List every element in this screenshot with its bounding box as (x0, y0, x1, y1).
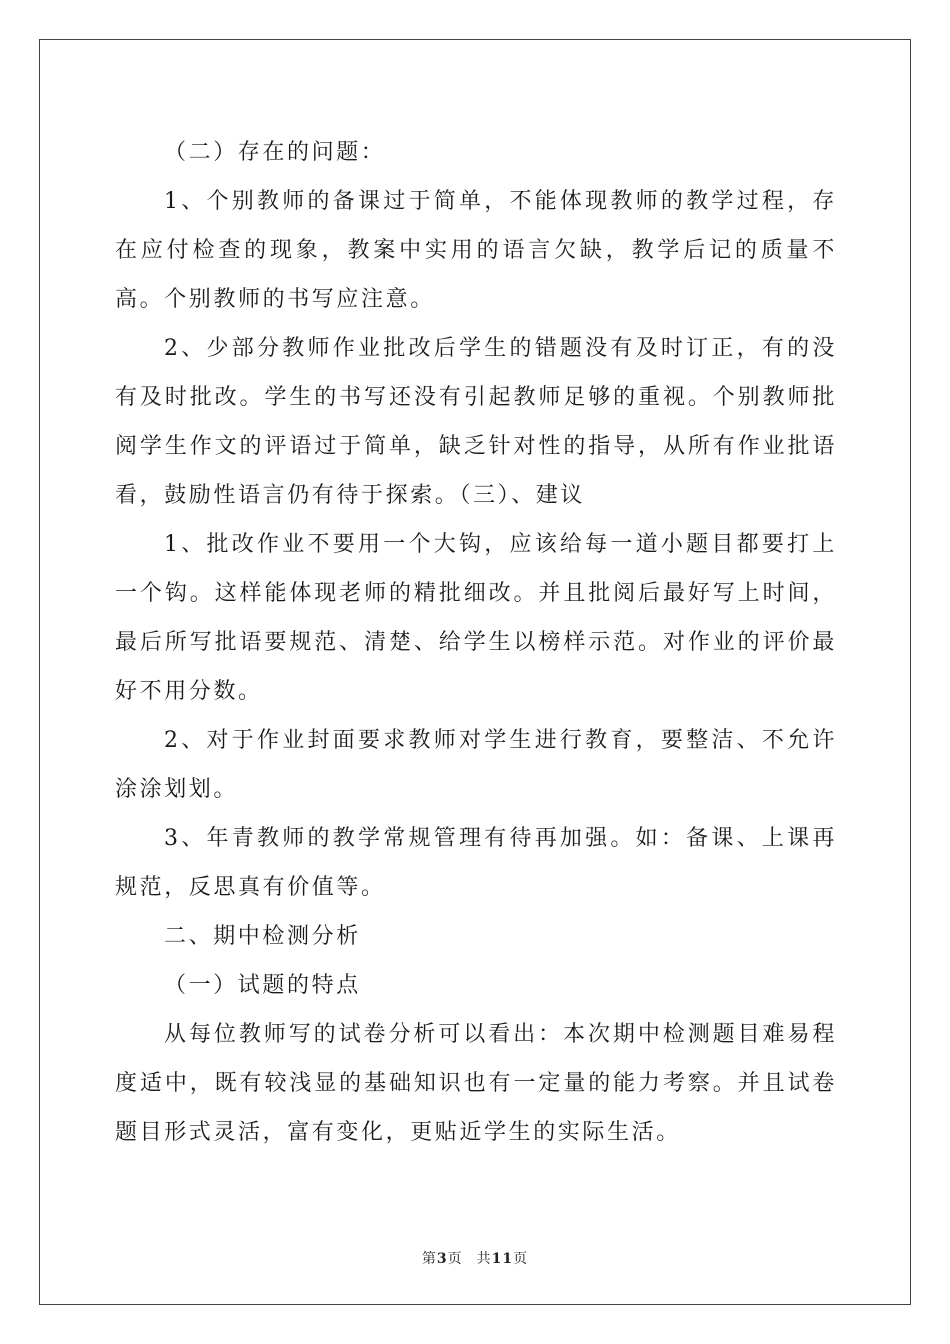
page-footer (0, 1248, 950, 1268)
total-prefix: 共 (476, 1251, 492, 1267)
paragraph-problem-1: 1、个别教师的备课过于简单，不能体现教师的教学过程，存在应付检查的现象，教案中实用的语言欠缺，教学后记的质量不高。个别教师的书写应注意。 (115, 189, 837, 312)
total-suffix: 页 (513, 1251, 529, 1267)
page-prefix: 第 (421, 1251, 437, 1267)
paragraph-suggestion-3: 3、年青教师的教学常规管理有待再加强。如：备课、上课再规范，反思真有价值等。 (115, 826, 837, 900)
section-heading-features: （一）试题的特点 (164, 973, 361, 998)
paragraph-problem-2: 2、少部分教师作业批改后学生的错题没有及时订正，有的没有及时批改。学生的书写还没有引起教师足够的重视。个别教师批阅学生作文的评语过于简单，缺乏针对性的指导，从所有作业批语看，鼓励性语言仍有待于探索。（三）、建议 (115, 336, 837, 508)
section-heading-midterm: 二、期中检测分析 (164, 924, 361, 949)
document-body (115, 128, 837, 1157)
section-heading-problems: （二）存在的问题： (164, 140, 386, 165)
paragraph-exam-analysis: 从每位教师写的试卷分析可以看出：本次期中检测题目难易程度适中，既有较浅显的基础知识也有一定量的能力考察。并且试卷题目形式灵活，富有变化，更贴近学生的实际生活。 (115, 1022, 837, 1145)
page-number: 3 (436, 1251, 448, 1267)
total-pages: 11 (491, 1251, 514, 1267)
page-suffix: 页 (447, 1251, 463, 1267)
paragraph-suggestion-1: 1、批改作业不要用一个大钩，应该给每一道小题目都要打上一个钩。这样能体现老师的精批细改。并且批阅后最好写上时间，最后所写批语要规范、清楚、给学生以榜样示范。对作业的评价最好不用分数。 (115, 532, 837, 704)
paragraph-suggestion-2: 2、对于作业封面要求教师对学生进行教育，要整洁、不允许涂涂划划。 (115, 728, 837, 802)
